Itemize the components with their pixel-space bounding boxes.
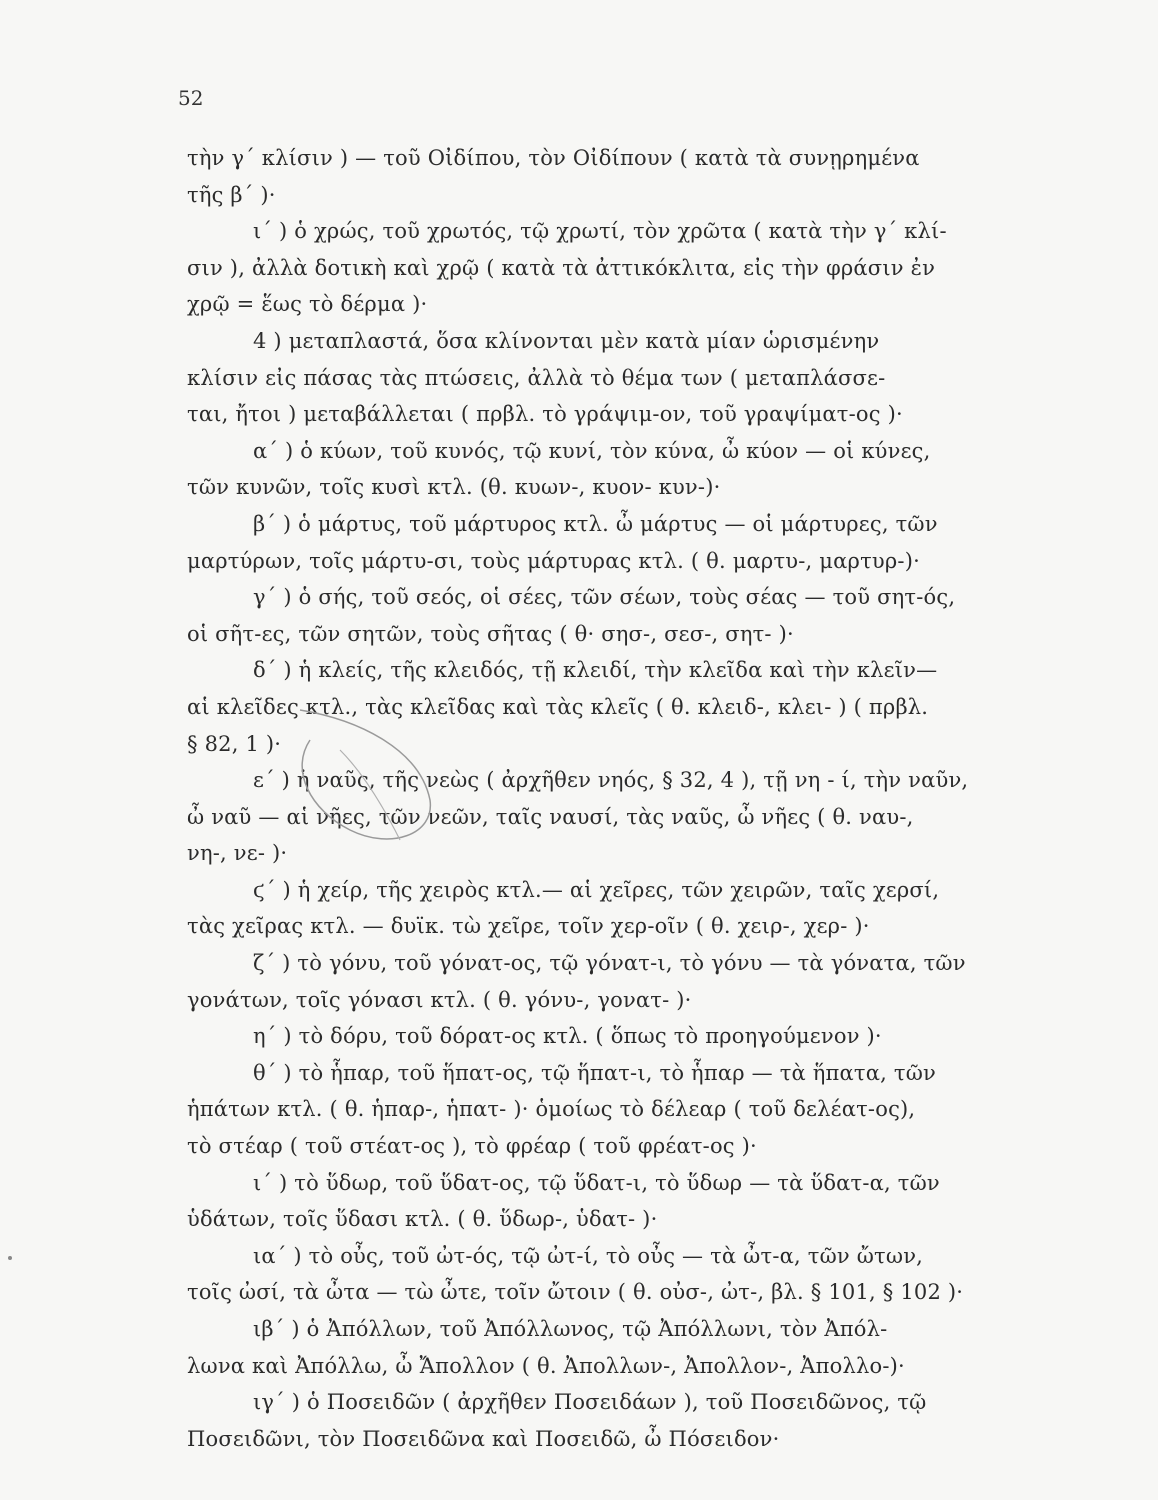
text-line: α΄ ) ὁ κύων, τοῦ κυνός, τῷ κυνί, τὸν κύνα, ὦ κύον — οἱ κύνες, [253, 438, 931, 463]
page-number: 52 [178, 86, 204, 110]
text-line: χρῷ = ἕως τὸ δέρμα )· [187, 292, 428, 317]
text-line: τὰς χεῖρας κτλ. — δυϊκ. τὼ χεῖρε, τοῖν χερ-οῖν ( θ. χειρ-, χερ- )· [187, 914, 870, 939]
text-line: 4 ) μεταπλαστά, ὅσα κλίνονται μὲν κατὰ μίαν ὡρισμένην [253, 328, 880, 353]
text-line: τὴν γ΄ κλίσιν ) — τοῦ Οἰδίπου, τὸν Οἰδίπουν ( κατὰ τὰ συνῃρημένα [187, 146, 920, 170]
text-line: ι΄ ) ὁ χρώς, τοῦ χρωτός, τῷ χρωτί, τὸν χρῶτα ( κατὰ τὴν γ΄ κλί- [253, 219, 947, 244]
text-line: ιβ΄ ) ὁ Ἀπόλλων, τοῦ Ἀπόλλωνος, τῷ Ἀπόλλωνι, τὸν Ἀπόλ- [253, 1317, 888, 1341]
text-line: οἱ σῆτ-ες, τῶν σητῶν, τοὺς σῆτας ( θ· σησ-, σεσ-, σητ- )· [187, 621, 794, 646]
text-line: ια΄ ) τὸ οὖς, τοῦ ὠτ-ός, τῷ ὠτ-ί, τὸ οὖς — τὰ ὦτ-α, τῶν ὤτων, [253, 1243, 924, 1268]
text-line: τῶν κυνῶν, τοῖς κυσὶ κτλ. (θ. κυων-, κυον- κυν-)· [187, 475, 721, 500]
text-line: νη-, νε- )· [187, 841, 288, 866]
text-line: δ΄ ) ἡ κλείς, τῆς κλειδός, τῇ κλειδί, τὴν κλεῖδα καὶ τὴν κλεῖν— [253, 658, 938, 683]
text-line: η΄ ) τὸ δόρυ, τοῦ δόρατ-ος κτλ. ( ὅπως τὸ προηγούμενον )· [253, 1024, 882, 1049]
text-line: ὑδάτων, τοῖς ὕδασι κτλ. ( θ. ὕδωρ-, ὑδατ- )· [187, 1207, 658, 1232]
text-line: τὸ στέαρ ( τοῦ στέατ-ος ), τὸ φρέαρ ( τοῦ φρέατ-ος )· [187, 1134, 757, 1159]
text-line: ιγ΄ ) ὁ Ποσειδῶν ( ἀρχῆθεν Ποσειδάων ), τοῦ Ποσειδῶνος, τῷ [253, 1390, 927, 1415]
text-line: ζ΄ ) τὸ γόνυ, τοῦ γόνατ-ος, τῷ γόνατ-ι, τὸ γόνυ — τὰ γόνατα, τῶν [253, 951, 966, 976]
margin-dot [8, 1256, 12, 1260]
text-line: κλίσιν εἰς πάσας τὰς πτώσεις, ἀλλὰ τὸ θέμα των ( μεταπλάσσε- [187, 365, 886, 390]
text-line: γονάτων, τοῖς γόνασι κτλ. ( θ. γόνυ-, γονατ- )· [187, 987, 692, 1012]
text-line: γ΄ ) ὁ σής, τοῦ σεός, οἱ σέες, τῶν σέων, τοὺς σέας — τοῦ σητ-ός, [253, 585, 956, 610]
text-line: ε΄ ) ἡ ναῦς, τῆς νεὼς ( ἀρχῆθεν νηός, § 32, 4 ), τῇ νη - ί, τὴν ναῦν, [253, 768, 969, 793]
text-line: § 82, 1 )· [187, 731, 282, 756]
text-line: λωνα καὶ Ἀπόλλω, ὦ Ἄπολλον ( θ. Ἀπολλων-, Ἀπολλον-, Ἀπολλο-)· [187, 1353, 905, 1378]
text-line: θ΄ ) τὸ ἧπαρ, τοῦ ἥπατ-ος, τῷ ἥπατ-ι, τὸ ἧπαρ — τὰ ἥπατα, τῶν [253, 1060, 936, 1085]
text-line: ι΄ ) τὸ ὕδωρ, τοῦ ὕδατ-ος, τῷ ὕδατ-ι, τὸ ὕδωρ — τὰ ὕδατ-α, τῶν [253, 1170, 940, 1195]
text-line: ται, ἤτοι ) μεταβάλλεται ( πρβλ. τὸ γράψιμ-ον, τοῦ γραψίματ-ος )· [187, 402, 903, 427]
text-line: τῆς β΄ )· [187, 182, 276, 207]
text-line: αἱ κλεῖδες κτλ., τὰς κλεῖδας καὶ τὰς κλεῖς ( θ. κλειδ-, κλει- ) ( πρβλ. [187, 694, 929, 719]
text-line: ὦ ναῦ — αἱ νῆες, τῶν νεῶν, ταῖς ναυσί, τὰς ναῦς, ὦ νῆες ( θ. ναυ-, [187, 804, 914, 829]
text-line: τοῖς ὠσί, τὰ ὦτα — τὼ ὦτε, τοῖν ὤτοιν ( θ. οὐσ-, ὠτ-, βλ. § 101, § 102 )· [187, 1280, 964, 1305]
text-line: β΄ ) ὁ μάρτυς, τοῦ μάρτυρος κτλ. ὦ μάρτυς — οἱ μάρτυρες, τῶν [253, 511, 938, 536]
body-text [187, 140, 1037, 1457]
text-line: μαρτύρων, τοῖς μάρτυ-σι, τοὺς μάρτυρας κτλ. ( θ. μαρτυ-, μαρτυρ-)· [187, 548, 920, 573]
text-line: σιν ), ἀλλὰ δοτικὴ καὶ χρῷ ( κατὰ τὰ ἀττικόκλιτα, εἰς τὴν φράσιν ἐν [187, 255, 936, 280]
text-line: ϛ΄ ) ἡ χείρ, τῆς χειρὸς κτλ.— αἱ χεῖρες, τῶν χειρῶν, ταῖς χερσί, [253, 877, 940, 902]
text-line: ἡπάτων κτλ. ( θ. ἡπαρ-, ἡπατ- )· ὁμοίως τὸ δέλεαρ ( τοῦ δελέατ-ος), [187, 1097, 916, 1122]
text-line: Ποσειδῶνι, τὸν Ποσειδῶνα καὶ Ποσειδῶ, ὦ Πόσειδον· [187, 1426, 780, 1451]
